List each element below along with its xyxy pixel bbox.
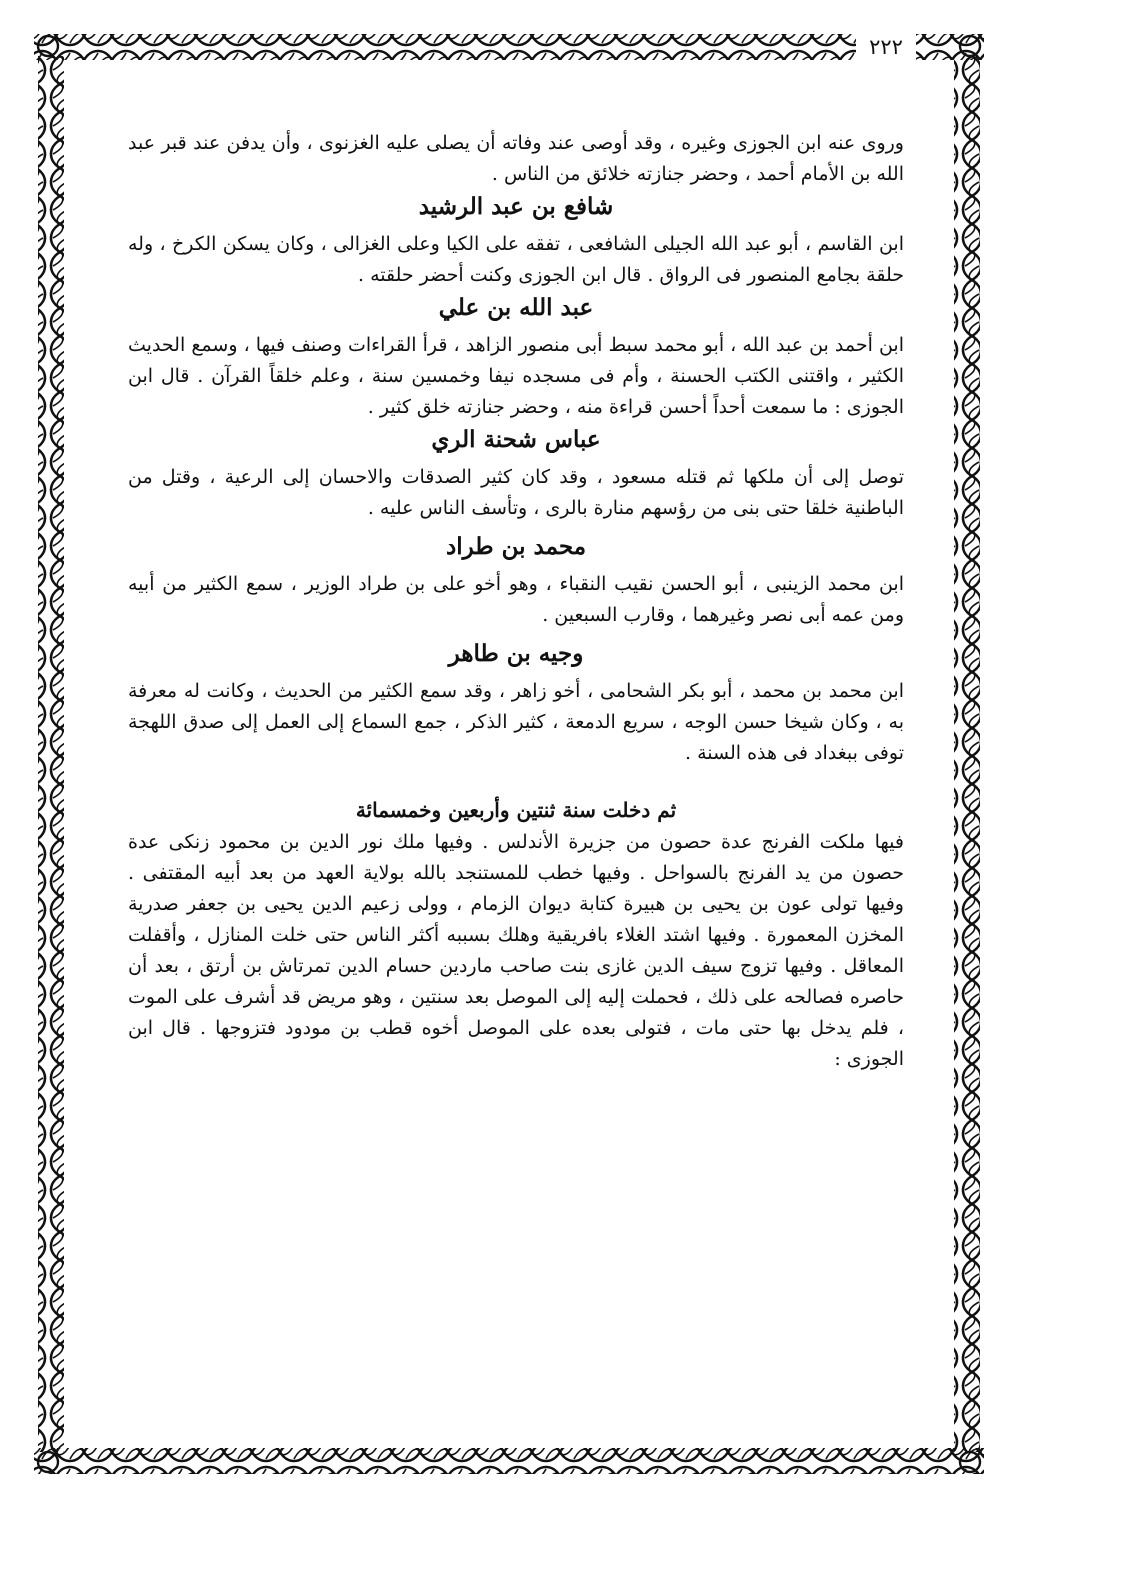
page-number: ٢٢٢ [856,30,916,64]
paragraph-muhammad: ابن محمد الزينبى ، أبو الحسن نقيب النقباء ، وهو أخو على بن طراد الوزير ، سمع الكثير من أبيه ومن عمه أبى نصر وغيرهما ، وقارب السبعين . [128,573,904,626]
paragraph-wajih: ابن محمد بن محمد ، أبو بكر الشحامى ، أخو زاهر ، وقد سمع الكثير من الحديث ، وكانت له معرفة به ، وكان شيخا حسن الوجه ، سريع الدمعة ، كثير الذكر ، جمع السماع إلى العمل إلى صدق اللهجة توفى ببغداد فى هذه السنة . [128,680,904,764]
heading-muhammad-ibn-tarrad: محمد بن طراد [445,533,587,560]
paragraph-events: فيها ملكت الفرنج عدة حصون من جزيرة الأندلس . وفيها ملك نور الدين بن محمود زنكى عدة حصون من يد الفرنج بالسواحل . وفيها خطب للمستنجد بالله بولاية العهد من بعد أبيه المقتفى . وفيها تولى عون بن يحيى بن هبيرة كتابة ديوان الزمام ، وولى زعيم الدين يحيى بن جعفر صدرية المخزن المعمورة . وفيها اشتد الغلاء بافريقية وهلك بسببه أكثر الناس حتى خلت المنازل ، وأقفلت المعاقل . وفيها تزوج سيف الدين غازى بنت صاحب ماردين حسام الدين تمرتاش بن أرتق ، بعد أن حاصره فصالحه على ذلك ، فحملت إليه إلى الموصل بعد سنتين ، وهو مريض قد أشرف على الموت ، فلم يدخل بها حتى مات ، فتولى بعده على الموصل أخوه قطب بن مودود فتزوجها . قال ابن الجوزى : [128,831,904,1070]
paragraph-abbas: توصل إلى أن ملكها ثم قتله مسعود ، وقد كان كثير الصدقات والاحسان إلى الرعية ، وقتل من الباطنية خلقا حتى بنى من رؤسهم منارة بالرى ، وتأسف الناس عليه . [128,466,904,519]
border-left [38,56,64,1452]
heading-abbas-shihnat-al-rayy: عباس شحنة الري [431,426,601,453]
border-right [954,56,980,1452]
paragraph-intro: وروى عنه ابن الجوزى وغيره ، وقد أوصى عند وفاته أن يصلى عليه الغزنوى ، وأن يدفن عند قبر عبد الله بن الأمام أحمد ، وحضر جنازته خلائق من الناس . [128,132,904,185]
paragraph-shafi: ابن القاسم ، أبو عبد الله الجيلى الشافعى ، تفقه على الكيا وعلى الغزالى ، وكان يسكن الكرخ ، وله حلقة بجامع المنصور فى الرواق . قال ابن الجوزى وكنت أحضر حلقته . [128,233,904,286]
year-heading-542: ثم دخلت سنة ثنتين وأربعين وخمسمائة [355,798,677,822]
heading-shafi-ibn-abd-al-rashid: شافع بن عبد الرشيد [418,193,614,220]
paragraph-abdallah: ابن أحمد بن عبد الله ، أبو محمد سبط أبى منصور الزاهد ، قرأ القراءات وصنف فيها ، وسمع الحديث الكثير ، واقتنى الكتب الحسنة ، وأم فى مسجده نيفا وخمسين سنة ، وعلم خلقاً القرآن . قال ابن الجوزى : ما سمعت أحداً أحسن قراءة منه ، وحضر جنازته خلق كثير . [128,334,904,418]
border-bottom [34,1448,984,1474]
border-top [34,34,984,60]
heading-abdallah-ibn-ali: عبد الله بن علي [438,294,594,321]
heading-wajih-ibn-tahir: وجيه بن طاهر [448,640,584,667]
page-body [128,128,904,1428]
